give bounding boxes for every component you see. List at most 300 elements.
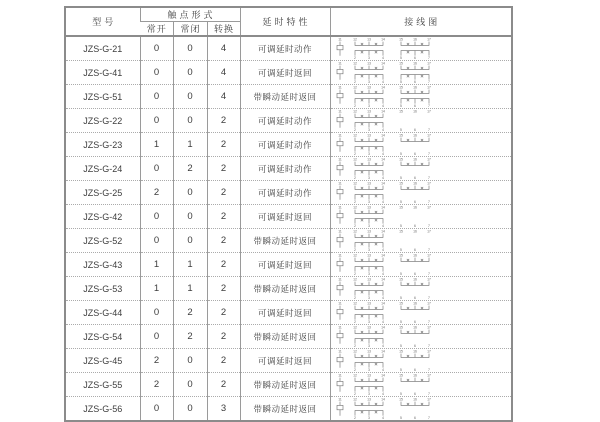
- svg-text:15: 15: [398, 133, 403, 138]
- svg-text:13: 13: [366, 133, 371, 138]
- header-changeover: 转换: [207, 22, 240, 37]
- svg-text:6: 6: [413, 56, 416, 61]
- svg-text:12: 12: [352, 325, 357, 330]
- svg-text:2: 2: [353, 104, 356, 109]
- svg-text:2: 2: [353, 320, 356, 325]
- svg-text:11: 11: [337, 397, 342, 402]
- svg-text:12: 12: [352, 349, 357, 354]
- svg-text:12: 12: [352, 277, 357, 282]
- delay-characteristic-cell: 带瞬动延时返回: [240, 85, 330, 109]
- delay-characteristic-cell: 带瞬动延时返回: [240, 397, 330, 422]
- changeover-cell: 2: [207, 253, 240, 277]
- svg-text:11: 11: [337, 61, 342, 66]
- svg-text:3: 3: [367, 128, 370, 133]
- svg-text:5: 5: [399, 224, 402, 229]
- svg-text:2: 2: [353, 176, 356, 181]
- svg-text:4: 4: [381, 152, 384, 157]
- svg-text:15: 15: [398, 325, 403, 330]
- svg-text:2: 2: [353, 272, 356, 277]
- normally-closed-cell: 2: [173, 325, 207, 349]
- normally-open-cell: 2: [140, 181, 173, 205]
- svg-text:12: 12: [352, 85, 357, 90]
- model-cell: JZS-G-21: [65, 36, 140, 61]
- svg-text:15: 15: [398, 61, 403, 66]
- wiring-diagram: [331, 373, 443, 396]
- svg-text:14: 14: [380, 277, 385, 282]
- spec-row: [65, 277, 512, 301]
- svg-text:17: 17: [426, 109, 431, 114]
- svg-text:13: 13: [366, 229, 371, 234]
- wiring-diagram-cell: [330, 133, 512, 157]
- svg-text:17: 17: [426, 253, 431, 258]
- svg-text:17: 17: [426, 373, 431, 378]
- svg-text:7: 7: [427, 296, 430, 301]
- svg-text:17: 17: [426, 325, 431, 330]
- svg-text:6: 6: [413, 296, 416, 301]
- svg-text:5: 5: [399, 368, 402, 373]
- wiring-diagram: [331, 157, 443, 180]
- svg-text:15: 15: [398, 205, 403, 210]
- svg-text:2: 2: [353, 56, 356, 61]
- svg-text:11: 11: [337, 325, 342, 330]
- svg-text:17: 17: [426, 157, 431, 162]
- changeover-cell: 2: [207, 157, 240, 181]
- header-normally-open: 常开: [146, 24, 167, 34]
- svg-text:5: 5: [399, 128, 402, 133]
- svg-text:12: 12: [352, 397, 357, 402]
- svg-text:3: 3: [367, 152, 370, 157]
- svg-text:13: 13: [366, 349, 371, 354]
- svg-text:14: 14: [380, 157, 385, 162]
- svg-text:12: 12: [352, 373, 357, 378]
- spec-row: [65, 397, 512, 422]
- svg-text:17: 17: [426, 133, 431, 138]
- svg-text:14: 14: [380, 325, 385, 330]
- changeover-cell: 2: [207, 349, 240, 373]
- svg-text:3: 3: [367, 320, 370, 325]
- delay-characteristic-cell: 带瞬动延时返回: [240, 229, 330, 253]
- changeover-cell: 3: [207, 397, 240, 422]
- normally-closed-cell: 0: [173, 349, 207, 373]
- svg-text:7: 7: [427, 224, 430, 229]
- spec-row: [65, 85, 512, 109]
- svg-text:13: 13: [366, 253, 371, 258]
- normally-closed-cell: 0: [173, 205, 207, 229]
- header-normally-closed: 常闭: [173, 22, 207, 37]
- changeover-cell: 4: [207, 61, 240, 85]
- svg-text:15: 15: [398, 349, 403, 354]
- model-cell: JZS-G-25: [65, 181, 140, 205]
- normally-closed-cell: 0: [173, 85, 207, 109]
- svg-text:3: 3: [367, 344, 370, 349]
- svg-text:6: 6: [413, 152, 416, 157]
- delay-characteristic-cell: 可调延时返回: [240, 301, 330, 325]
- svg-text:12: 12: [352, 109, 357, 114]
- svg-text:11: 11: [337, 205, 342, 210]
- svg-text:7: 7: [427, 344, 430, 349]
- wiring-diagram-cell: [330, 373, 512, 397]
- model-cell: JZS-G-45: [65, 349, 140, 373]
- svg-text:14: 14: [380, 109, 385, 114]
- delay-characteristic-cell: 可调延时返回: [240, 253, 330, 277]
- wiring-diagram-cell: [330, 61, 512, 85]
- normally-closed-cell: 0: [173, 36, 207, 61]
- svg-text:13: 13: [366, 85, 371, 90]
- spec-row: [65, 181, 512, 205]
- svg-text:7: 7: [427, 320, 430, 325]
- svg-text:16: 16: [412, 277, 417, 282]
- svg-text:4: 4: [381, 320, 384, 325]
- svg-text:12: 12: [352, 253, 357, 258]
- svg-text:2: 2: [353, 248, 356, 253]
- svg-text:16: 16: [412, 349, 417, 354]
- model-cell: JZS-G-52: [65, 229, 140, 253]
- svg-text:14: 14: [380, 37, 385, 42]
- wiring-diagram-cell: [330, 85, 512, 109]
- svg-text:7: 7: [427, 416, 430, 421]
- svg-text:11: 11: [337, 37, 342, 42]
- svg-text:16: 16: [412, 253, 417, 258]
- svg-text:6: 6: [413, 128, 416, 133]
- svg-text:5: 5: [399, 416, 402, 421]
- normally-closed-cell: 2: [173, 157, 207, 181]
- svg-text:3: 3: [367, 224, 370, 229]
- svg-text:5: 5: [399, 392, 402, 397]
- spec-row: [65, 61, 512, 85]
- normally-open-cell: 0: [140, 325, 173, 349]
- spec-row: [65, 109, 512, 133]
- svg-text:11: 11: [337, 85, 342, 90]
- normally-open-cell: 0: [140, 205, 173, 229]
- svg-text:6: 6: [413, 392, 416, 397]
- svg-text:11: 11: [337, 253, 342, 258]
- svg-text:2: 2: [353, 128, 356, 133]
- delay-characteristic-cell: 可调延时动作: [240, 133, 330, 157]
- svg-text:7: 7: [427, 176, 430, 181]
- svg-text:16: 16: [412, 133, 417, 138]
- svg-text:4: 4: [381, 128, 384, 133]
- svg-text:15: 15: [398, 373, 403, 378]
- svg-text:12: 12: [352, 205, 357, 210]
- wiring-diagram-cell: [330, 229, 512, 253]
- model-cell: JZS-G-43: [65, 253, 140, 277]
- svg-text:2: 2: [353, 344, 356, 349]
- svg-text:2: 2: [353, 80, 356, 85]
- svg-text:17: 17: [426, 205, 431, 210]
- wiring-diagram: [331, 277, 443, 300]
- header-contact-form: 触点形式: [140, 7, 240, 22]
- svg-text:2: 2: [353, 200, 356, 205]
- delay-characteristic-cell: 带瞬动延时返回: [240, 373, 330, 397]
- svg-text:4: 4: [381, 416, 384, 421]
- svg-text:4: 4: [381, 224, 384, 229]
- svg-text:3: 3: [367, 248, 370, 253]
- svg-text:13: 13: [366, 373, 371, 378]
- svg-text:7: 7: [427, 128, 430, 133]
- svg-text:17: 17: [426, 349, 431, 354]
- svg-text:16: 16: [412, 85, 417, 90]
- svg-text:13: 13: [366, 37, 371, 42]
- svg-text:6: 6: [413, 224, 416, 229]
- normally-open-cell: 0: [140, 109, 173, 133]
- wiring-diagram-cell: [330, 301, 512, 325]
- svg-text:16: 16: [412, 37, 417, 42]
- svg-text:16: 16: [412, 109, 417, 114]
- svg-text:14: 14: [380, 133, 385, 138]
- svg-text:5: 5: [399, 272, 402, 277]
- svg-text:4: 4: [381, 248, 384, 253]
- svg-text:15: 15: [398, 253, 403, 258]
- wiring-diagram-cell: [330, 181, 512, 205]
- changeover-cell: 2: [207, 277, 240, 301]
- svg-text:3: 3: [367, 392, 370, 397]
- wiring-diagram-cell: [330, 157, 512, 181]
- wiring-diagram: [331, 397, 443, 420]
- changeover-cell: 4: [207, 36, 240, 61]
- svg-text:3: 3: [367, 56, 370, 61]
- wiring-diagram: [331, 229, 443, 252]
- changeover-cell: 2: [207, 229, 240, 253]
- svg-text:3: 3: [367, 80, 370, 85]
- model-cell: JZS-G-56: [83, 403, 123, 414]
- spec-row: [65, 229, 512, 253]
- wiring-diagram-cell: [330, 205, 512, 229]
- normally-open-cell: 0: [140, 229, 173, 253]
- svg-text:13: 13: [366, 301, 371, 306]
- svg-text:6: 6: [413, 368, 416, 373]
- changeover-cell: 2: [207, 301, 240, 325]
- svg-text:16: 16: [412, 397, 417, 402]
- normally-closed-cell: 0: [173, 109, 207, 133]
- wiring-diagram-cell: [330, 253, 512, 277]
- svg-text:3: 3: [367, 272, 370, 277]
- wiring-diagram: [331, 61, 443, 84]
- wiring-diagram-cell: [330, 397, 512, 422]
- svg-text:5: 5: [399, 152, 402, 157]
- wiring-diagram: [331, 181, 443, 204]
- table-header: [65, 7, 512, 36]
- svg-text:12: 12: [352, 61, 357, 66]
- normally-closed-cell: 1: [173, 253, 207, 277]
- svg-text:13: 13: [366, 397, 371, 402]
- delay-characteristic-cell: 可调延时动作: [240, 109, 330, 133]
- svg-text:2: 2: [353, 152, 356, 157]
- svg-text:6: 6: [413, 104, 416, 109]
- svg-text:4: 4: [381, 80, 384, 85]
- svg-text:3: 3: [367, 104, 370, 109]
- svg-text:16: 16: [412, 373, 417, 378]
- svg-text:11: 11: [337, 373, 342, 378]
- svg-text:15: 15: [398, 301, 403, 306]
- svg-text:12: 12: [352, 181, 357, 186]
- spec-row: [65, 373, 512, 397]
- svg-text:12: 12: [352, 229, 357, 234]
- svg-text:16: 16: [412, 229, 417, 234]
- svg-text:14: 14: [380, 301, 385, 306]
- wiring-diagram: [331, 253, 443, 276]
- svg-text:3: 3: [367, 416, 370, 421]
- svg-text:16: 16: [412, 205, 417, 210]
- svg-text:14: 14: [380, 229, 385, 234]
- normally-open-cell: 0: [140, 85, 173, 109]
- svg-text:13: 13: [366, 205, 371, 210]
- wiring-diagram: [331, 109, 443, 132]
- normally-open-cell: 1: [140, 133, 173, 157]
- svg-text:5: 5: [399, 320, 402, 325]
- svg-text:16: 16: [412, 181, 417, 186]
- wiring-diagram: [331, 325, 443, 348]
- svg-text:15: 15: [398, 37, 403, 42]
- svg-text:7: 7: [427, 56, 430, 61]
- normally-closed-cell: 0: [173, 373, 207, 397]
- changeover-cell: 2: [207, 325, 240, 349]
- spec-row: [65, 325, 512, 349]
- svg-text:11: 11: [337, 109, 342, 114]
- model-cell: JZS-G-22: [65, 109, 140, 133]
- model-cell: JZS-G-23: [65, 133, 140, 157]
- svg-text:4: 4: [381, 104, 384, 109]
- svg-text:7: 7: [427, 152, 430, 157]
- svg-text:13: 13: [366, 157, 371, 162]
- normally-closed-cell: 2: [173, 301, 207, 325]
- svg-text:12: 12: [352, 37, 357, 42]
- header-delay-characteristic: 延时特性: [240, 7, 330, 36]
- changeover-cell: 2: [207, 181, 240, 205]
- normally-closed-cell: 0: [173, 397, 207, 422]
- svg-text:15: 15: [398, 397, 403, 402]
- svg-text:7: 7: [427, 392, 430, 397]
- delay-characteristic-cell: 可调延时动作: [240, 36, 330, 61]
- changeover-cell: 2: [207, 373, 240, 397]
- svg-text:4: 4: [381, 392, 384, 397]
- normally-closed-cell: 0: [173, 61, 207, 85]
- svg-text:17: 17: [426, 397, 431, 402]
- svg-text:14: 14: [380, 397, 385, 402]
- changeover-cell: 2: [207, 205, 240, 229]
- spec-row: [65, 349, 512, 373]
- normally-open-cell: 0: [140, 36, 173, 61]
- svg-text:11: 11: [337, 229, 342, 234]
- svg-text:14: 14: [380, 349, 385, 354]
- svg-text:12: 12: [352, 301, 357, 306]
- svg-text:13: 13: [366, 325, 371, 330]
- svg-text:11: 11: [337, 181, 342, 186]
- spec-row: [65, 133, 512, 157]
- svg-text:15: 15: [398, 157, 403, 162]
- svg-text:16: 16: [412, 301, 417, 306]
- svg-text:11: 11: [337, 277, 342, 282]
- normally-open-cell: 1: [140, 253, 173, 277]
- svg-text:2: 2: [353, 392, 356, 397]
- svg-text:13: 13: [366, 277, 371, 282]
- normally-open-cell: 0: [140, 157, 173, 181]
- svg-text:6: 6: [413, 416, 416, 421]
- wiring-diagram-cell: [330, 349, 512, 373]
- svg-text:6: 6: [413, 80, 416, 85]
- svg-text:7: 7: [427, 104, 430, 109]
- spec-row: [65, 157, 512, 181]
- svg-text:6: 6: [413, 344, 416, 349]
- delay-characteristic-cell: 带瞬动延时返回: [240, 277, 330, 301]
- changeover-cell: 4: [207, 85, 240, 109]
- svg-text:5: 5: [399, 344, 402, 349]
- normally-open-cell: 0: [140, 301, 173, 325]
- svg-text:15: 15: [398, 229, 403, 234]
- svg-text:17: 17: [426, 37, 431, 42]
- delay-characteristic-cell: 可调延时返回: [240, 61, 330, 85]
- normally-closed-cell: 0: [173, 181, 207, 205]
- wiring-diagram: [331, 133, 443, 156]
- normally-open-cell: 0: [140, 397, 173, 422]
- svg-text:13: 13: [366, 61, 371, 66]
- svg-text:4: 4: [381, 296, 384, 301]
- svg-text:4: 4: [381, 176, 384, 181]
- svg-text:14: 14: [380, 61, 385, 66]
- wiring-diagram: [331, 349, 443, 372]
- svg-text:17: 17: [426, 61, 431, 66]
- svg-text:17: 17: [426, 229, 431, 234]
- svg-text:14: 14: [380, 373, 385, 378]
- svg-text:7: 7: [427, 272, 430, 277]
- svg-text:2: 2: [353, 224, 356, 229]
- svg-text:15: 15: [398, 109, 403, 114]
- svg-text:12: 12: [352, 133, 357, 138]
- svg-text:3: 3: [367, 176, 370, 181]
- svg-text:16: 16: [412, 157, 417, 162]
- wiring-diagram-cell: [330, 277, 512, 301]
- svg-text:3: 3: [367, 368, 370, 373]
- svg-text:11: 11: [337, 157, 342, 162]
- svg-text:17: 17: [426, 301, 431, 306]
- svg-text:5: 5: [399, 104, 402, 109]
- svg-text:17: 17: [426, 181, 431, 186]
- svg-text:7: 7: [427, 200, 430, 205]
- delay-characteristic-cell: 可调延时返回: [240, 205, 330, 229]
- spec-row: [65, 205, 512, 229]
- svg-text:15: 15: [398, 85, 403, 90]
- svg-text:15: 15: [398, 181, 403, 186]
- spec-row: [65, 301, 512, 325]
- svg-text:14: 14: [380, 253, 385, 258]
- svg-text:5: 5: [399, 56, 402, 61]
- svg-text:11: 11: [337, 349, 342, 354]
- spec-row: [65, 36, 512, 61]
- svg-text:5: 5: [399, 248, 402, 253]
- wiring-diagram-cell: [330, 325, 512, 349]
- svg-text:6: 6: [413, 272, 416, 277]
- svg-text:17: 17: [426, 277, 431, 282]
- svg-text:14: 14: [380, 181, 385, 186]
- normally-open-cell: 1: [140, 277, 173, 301]
- svg-text:7: 7: [427, 248, 430, 253]
- svg-text:6: 6: [413, 200, 416, 205]
- svg-text:2: 2: [353, 416, 356, 421]
- svg-text:5: 5: [399, 176, 402, 181]
- svg-text:16: 16: [412, 61, 417, 66]
- svg-text:4: 4: [381, 272, 384, 277]
- wiring-diagram: [331, 205, 443, 228]
- model-cell: JZS-G-44: [65, 301, 140, 325]
- header-wiring-diagram: 接线图: [330, 7, 512, 36]
- normally-closed-cell: 0: [173, 229, 207, 253]
- normally-closed-cell: 1: [173, 277, 207, 301]
- svg-text:2: 2: [353, 296, 356, 301]
- svg-text:12: 12: [352, 157, 357, 162]
- svg-text:17: 17: [426, 85, 431, 90]
- changeover-cell: 2: [207, 109, 240, 133]
- model-cell: JZS-G-51: [65, 85, 140, 109]
- svg-text:13: 13: [366, 181, 371, 186]
